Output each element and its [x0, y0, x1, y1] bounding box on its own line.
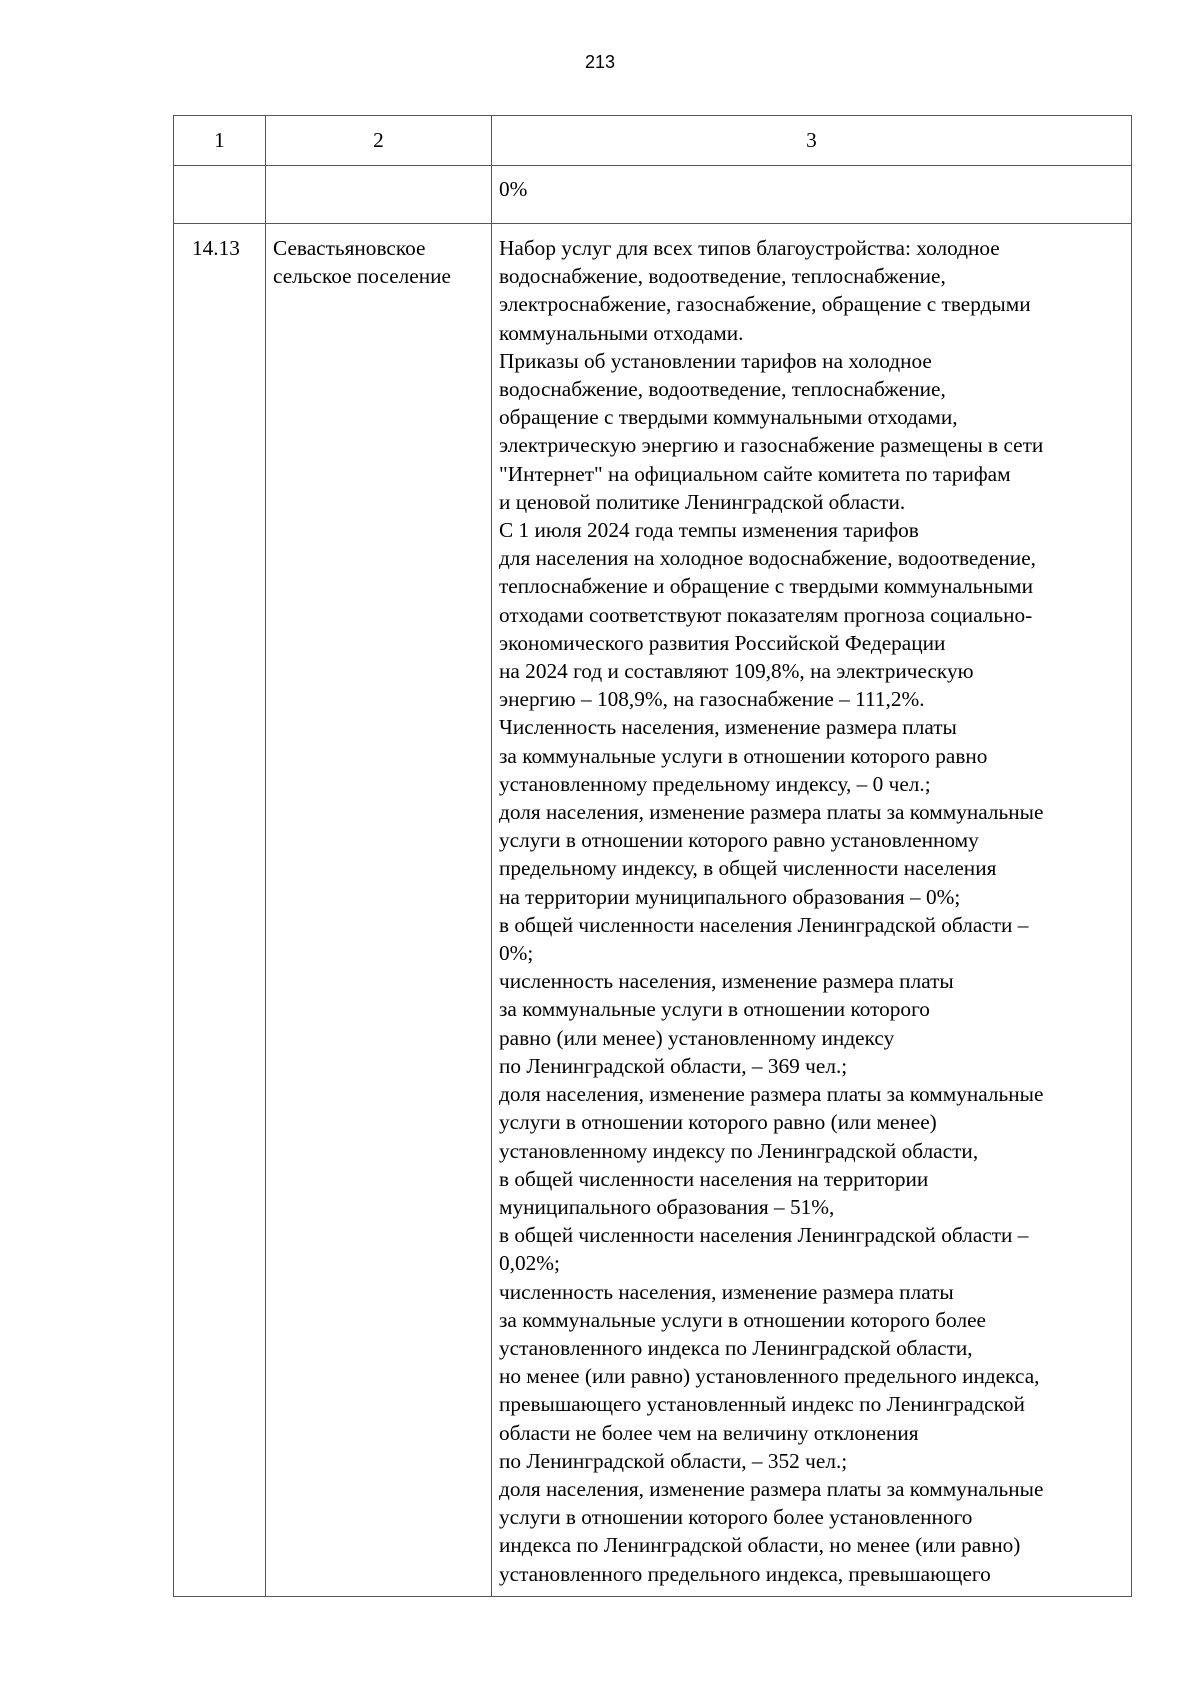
text-line: за коммунальные услуги в отношении которого равно	[499, 743, 988, 768]
text-line: экономического развития Российской Федерации	[499, 630, 946, 655]
continuation-cell-3: 0%	[492, 166, 1132, 224]
text-line: Численность населения, изменение размера платы	[499, 715, 957, 740]
text-line: доля населения, изменение размера платы за коммунальные	[499, 800, 1044, 825]
text-line: на территории муниципального образования – 0%;	[499, 884, 961, 909]
settlement-line: Севастьяновское	[273, 236, 426, 260]
text-line: численность населения, изменение размера платы	[499, 969, 954, 994]
text-line: равно (или менее) установленному индексу	[499, 1025, 895, 1050]
text-line: установленному предельному индексу, – 0 чел.;	[499, 771, 931, 796]
text-line: для населения на холодное водоснабжение, водоотведение,	[499, 546, 1036, 571]
row-number: 14.13	[174, 224, 266, 1597]
text-line: установленного индекса по Ленинградской области,	[499, 1335, 973, 1360]
text-line: электроснабжение, газоснабжение, обращение с твердыми	[499, 292, 1031, 317]
text-line: в общей численности населения Ленинградской области –	[499, 912, 1029, 937]
text-line: по Ленинградской области, – 369 чел.;	[499, 1053, 848, 1078]
text-line: по Ленинградской области, – 352 чел.;	[499, 1448, 848, 1473]
text-line: области не более чем на величину отклонения	[499, 1420, 919, 1445]
text-line: установленному индексу по Ленинградской области,	[499, 1138, 979, 1163]
text-line: электрическую энергию и газоснабжение размещены в сети	[499, 433, 1044, 458]
text-line: и ценовой политике Ленинградской области.	[499, 489, 906, 514]
text-line: Приказы об установлении тарифов на холодное	[499, 348, 932, 373]
text-line: но менее (или равно) установленного предельного индекса,	[499, 1364, 1040, 1389]
text-line: доля населения, изменение размера платы за коммунальные	[499, 1476, 1044, 1501]
page-number: 213	[584, 52, 616, 72]
table-header-row	[174, 116, 1132, 166]
text-line: услуги в отношении которого более установленного	[499, 1505, 973, 1530]
table-row	[174, 224, 1132, 1597]
text-line: муниципального образования – 51%,	[499, 1194, 835, 1219]
text-line: энергию – 108,9%, на газоснабжение – 111,2%.	[499, 687, 925, 712]
text-line: доля населения, изменение размера платы за коммунальные	[499, 1082, 1044, 1107]
text-line: в общей численности населения Ленинградской области –	[499, 1223, 1029, 1248]
text-line: 0,02%;	[499, 1251, 560, 1276]
text-line: в общей численности населения на территории	[499, 1166, 929, 1191]
text-line: водоснабжение, водоотведение, теплоснабжение,	[499, 377, 946, 402]
header-cell-1: 1	[174, 116, 266, 166]
text-line: за коммунальные услуги в отношении которого	[499, 997, 930, 1022]
settlement-name	[266, 224, 492, 1597]
text-line: коммунальными отходами.	[499, 320, 744, 345]
text-line: установленного предельного индекса, превышающего	[499, 1561, 991, 1586]
continuation-cell-2	[266, 166, 492, 224]
text-line: "Интернет" на официальном сайте комитета по тарифам	[499, 461, 1011, 486]
text-line: водоснабжение, водоотведение, теплоснабжение,	[499, 264, 946, 289]
settlement-line: сельское поселение	[273, 264, 451, 288]
continuation-row	[174, 166, 1132, 224]
row-description	[492, 224, 1132, 1597]
text-line: отходами соответствуют показателям прогноза социально-	[499, 602, 1033, 627]
text-line: Набор услуг для всех типов благоустройства: холодное	[499, 236, 1000, 260]
text-line: С 1 июля 2024 года темпы изменения тарифов	[499, 518, 919, 543]
document-table	[173, 115, 1132, 1597]
text-line: услуги в отношении которого равно установленному	[499, 828, 979, 853]
text-line: за коммунальные услуги в отношении которого более	[499, 1307, 986, 1332]
text-line: индекса по Ленинградской области, но менее (или равно)	[499, 1533, 1021, 1558]
text-line: на 2024 год и составляют 109,8%, на электрическую	[499, 659, 974, 684]
text-line: 0%;	[499, 941, 534, 966]
text-line: предельному индексу, в общей численности населения	[499, 856, 997, 881]
text-line: превышающего установленный индекс по Ленинградской	[499, 1392, 1025, 1417]
text-line: теплоснабжение и обращение с твердыми коммунальными	[499, 574, 1034, 599]
text-line: услуги в отношении которого равно (или менее)	[499, 1110, 937, 1135]
text-line: обращение с твердыми коммунальными отходами,	[499, 405, 958, 430]
text-line: численность населения, изменение размера платы	[499, 1279, 954, 1304]
header-cell-2: 2	[266, 116, 492, 166]
header-cell-3: 3	[492, 116, 1132, 166]
continuation-cell-1	[174, 166, 266, 224]
